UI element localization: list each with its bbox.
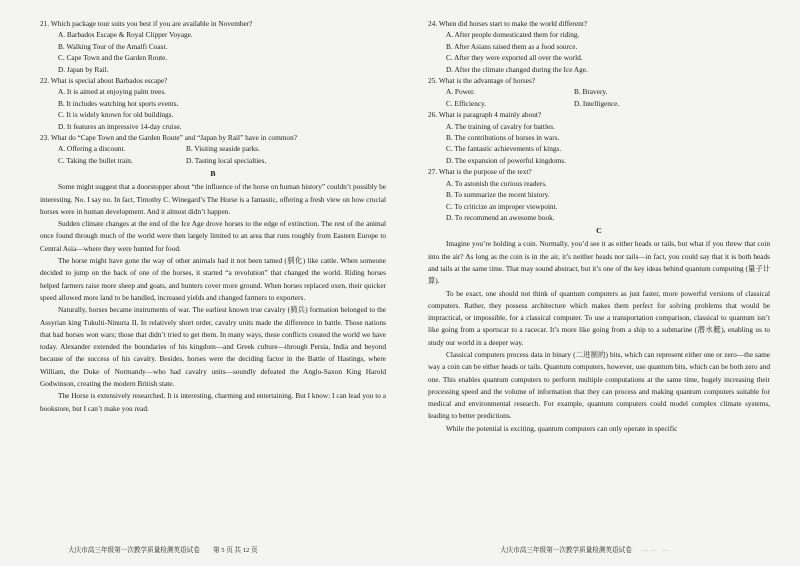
option-a: A. Offering a discount. <box>58 144 126 154</box>
option-b: B. It includes watching hot sports events. <box>58 98 179 108</box>
footer-smudge: · —— — · <box>633 547 679 554</box>
option-a: A. The training of cavalry for battles. <box>446 121 555 131</box>
option-a: A. Power. <box>446 87 475 97</box>
question-27 <box>428 166 770 223</box>
question-21 <box>40 18 386 75</box>
question-stem: 26. What is paragraph 4 mainly about? <box>428 110 542 120</box>
page-footer: 大庆市高三年级第一次教学质量检测英语试卷 第 5 页 共 12 页 <box>68 547 258 554</box>
option-c: C. Efficiency. <box>446 98 487 108</box>
option-c: C. To criticize an improper viewpoint. <box>446 201 558 211</box>
question-stem: 25. What is the advantage of horses? <box>428 76 536 86</box>
passage-c <box>428 238 770 435</box>
option-b: B. Bravery. <box>574 87 608 97</box>
paragraph: While the potential is exciting, quantum computers can only operate in specific <box>446 423 678 433</box>
option-c: C. Cape Town and the Garden Route. <box>58 53 168 63</box>
option-b: B. Visiting seaside parks. <box>186 144 260 154</box>
option-d: D. Tasting local specialties. <box>186 155 267 165</box>
option-d: D. Intelligence. <box>574 98 620 108</box>
option-a: A. Barbados Escape & Royal Clipper Voyage. <box>58 30 193 40</box>
paragraph: To be exact, one should not think of quantum computers as just faster, more powerful versions of classical computers. Rather, they possess architecture which makes them perfect for solving problems that would be impractical, or impossible, for a classical computer. To use a transportation comparison, classical to quantum isn’t like going from a sportscar to a racecar. It’s more like going from a ship to a submarine (潜水艇), enabling us to study our world in a deeper way. <box>428 288 770 347</box>
section-heading-b: B <box>210 169 216 179</box>
paragraph: Classical computers process data in binary (二进制的) bits, which can represent either one or zero—the same way a coin can be either heads or tails. Quantum computers, however, use quantum bits, which can be both zero and one. This enables quantum computers to perform multiple computations at the same time, hugely increasing their processing speed and the volume of information that they can process and making quantum computers suitable for medical and environmental research. For example, quantum computers could model complex climate systems, leading to better predictions. <box>428 349 770 421</box>
paragraph: Some might suggest that a doorstopper about “the influence of the horse on human history” couldn’t possibly be interesting. No. I say no. In fact, Timothy C. Winegard’s The Horse is a fantastic, offering a fresh view on how crucial horses were in human development. And it almost didn’t happen. <box>40 182 386 216</box>
question-25 <box>428 75 770 109</box>
question-stem: 24. When did horses start to make the world different? <box>428 19 588 28</box>
question-22 <box>40 75 386 132</box>
option-d: D. The expansion of powerful kingdoms. <box>446 155 567 165</box>
right-page <box>400 0 800 566</box>
option-c: C. After they were exported all over the world. <box>446 53 583 63</box>
option-c: C. Taking the bullet train. <box>58 155 133 165</box>
option-grid <box>446 86 770 109</box>
option-a: A. After people domesticated them for riding. <box>446 30 580 40</box>
question-stem: 22. What is special about Barbados escape? <box>40 76 168 86</box>
page-footer <box>500 544 679 554</box>
paragraph: Naturally, horses became instruments of war. The earliest known true cavalry (骑兵) formation belonged to the Assyrian king Tukulti-Ninurta II. In relatively short order, cavalry units made the difference in battle. Those nations that had horses won wars; those that didn’t tried to get them. In many ways, these conflicts created the world we have today. Alexander extended the boundaries of his kingdom—and Greek culture—through Persia, India and beyond because of the success of his cavalry. Besides, horses were the deciding factor in the Battle of Hastings, where William, the Duke of Normandy—who had cavalry units—soundly defeated the Anglo-Saxon King Harold Godwinson, creating the modern British state. <box>40 305 386 389</box>
option-a: A. It is aimed at enjoying palm trees. <box>58 87 167 97</box>
section-heading-c: C <box>596 226 602 236</box>
paragraph: The Horse is extensively researched. It is interesting, charming and entertaining. But I know: I can lead you to a bookstore, but I can’t make you read. <box>40 391 386 413</box>
paragraph: Imagine you’re holding a coin. Normally, you’d see it as either heads or tails, but what if you threw that coin into the air? As long as the coin is in the air, it’s neither heads nor tails—in fact, you could say that it is both heads and tails at the same time. That may sound abstract, but it’s one of the key ideas behind quantum computing (量子计算). <box>428 239 770 286</box>
passage-b <box>40 181 386 415</box>
option-grid <box>58 143 386 166</box>
option-d: D. It features an impressive 14-day cruise. <box>58 121 182 131</box>
option-c: C. The fantastic achievements of kings. <box>446 144 562 154</box>
option-d: D. After the climate changed during the Ice Age. <box>446 64 588 74</box>
option-b: B. To summarize the recent history. <box>446 190 550 200</box>
option-b: B. The contributions of horses in wars. <box>446 133 560 143</box>
option-c: C. It is widely known for old buildings. <box>58 110 174 120</box>
option-b: B. Walking Tour of the Amalfi Coast. <box>58 41 168 51</box>
option-d: D. Japan by Rail. <box>58 64 109 74</box>
paragraph: The horse might have gone the way of other animals had it not been tamed (驯化) like cattle. When someone decided to jump on the back of one of the horses, it started “a revolution” that changed the world. Riding horses helped farmers raise more sheep and goats, and hunters cover more ground. When horses replaced oxen, their quicker speed allowed more land to be handled, increased yields and changed farmers to exporters. <box>40 256 386 302</box>
question-26 <box>428 109 770 166</box>
question-23 <box>40 132 386 166</box>
paragraph: Sudden climate changes at the end of the Ice Age drove horses to the edge of extinction. The rest of the animal once found through much of the world were then largely limited to an area that runs roughly from Eastern Europe to Central Asia—where they were hunted for food. <box>40 219 386 253</box>
option-d: D. To recommend an awesome book. <box>446 212 555 222</box>
question-stem: 23. What do “Cape Town and the Garden Route” and “Japan by Rail” have in common? <box>40 133 297 143</box>
footer-text: 大庆市高三年级第一次教学质量检测英语试卷 <box>500 547 632 554</box>
question-stem: 21. Which package tour suits you best if you are available in November? <box>40 19 253 28</box>
option-b: B. After Asians raised them as a food source. <box>446 41 578 51</box>
question-24 <box>428 18 770 75</box>
question-stem: 27. What is the purpose of the text? <box>428 167 532 177</box>
option-a: A. To astonish the curious readers. <box>446 178 547 188</box>
